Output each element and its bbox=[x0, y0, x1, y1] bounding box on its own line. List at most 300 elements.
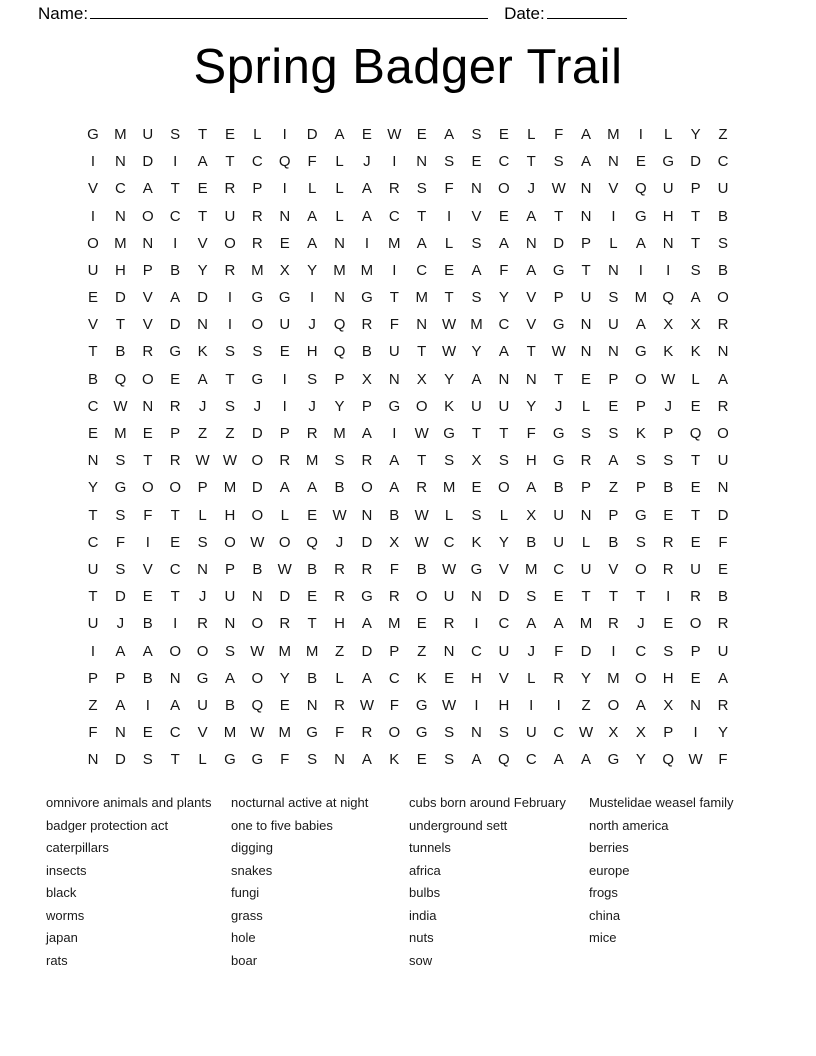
grid-cell[interactable]: W bbox=[442, 343, 457, 361]
grid-cell[interactable]: T bbox=[197, 207, 208, 225]
grid-cell[interactable]: T bbox=[691, 234, 701, 252]
grid-cell[interactable]: F bbox=[718, 751, 728, 769]
grid-cell[interactable]: R bbox=[388, 588, 400, 606]
grid-cell[interactable]: S bbox=[224, 343, 235, 361]
grid-cell[interactable]: B bbox=[608, 533, 619, 551]
grid-cell[interactable]: U bbox=[553, 533, 565, 551]
grid-cell[interactable]: G bbox=[306, 724, 318, 742]
grid-cell[interactable]: L bbox=[581, 533, 591, 551]
grid-cell[interactable]: L bbox=[280, 506, 289, 524]
grid-cell[interactable]: E bbox=[416, 751, 427, 769]
grid-cell[interactable]: F bbox=[554, 642, 564, 660]
grid-cell[interactable]: X bbox=[361, 370, 372, 388]
grid-cell[interactable]: L bbox=[527, 669, 536, 687]
grid-cell[interactable]: W bbox=[113, 397, 128, 415]
grid-cell[interactable]: T bbox=[170, 506, 180, 524]
grid-cell[interactable]: G bbox=[169, 343, 182, 361]
grid-cell[interactable]: N bbox=[690, 696, 702, 714]
grid-cell[interactable]: W bbox=[250, 724, 265, 742]
grid-cell[interactable]: V bbox=[526, 316, 537, 334]
grid-cell[interactable]: I bbox=[556, 696, 561, 714]
grid-cell[interactable]: V bbox=[608, 180, 619, 198]
grid-cell[interactable]: C bbox=[114, 180, 126, 198]
grid-cell[interactable]: R bbox=[142, 343, 154, 361]
grid-cell[interactable]: I bbox=[638, 125, 643, 143]
grid-cell[interactable]: J bbox=[527, 642, 535, 660]
grid-cell[interactable]: E bbox=[498, 125, 509, 143]
grid-cell[interactable]: T bbox=[499, 425, 509, 443]
grid-cell[interactable]: D bbox=[251, 425, 263, 443]
grid-cell[interactable]: W bbox=[442, 316, 457, 334]
grid-cell[interactable]: N bbox=[251, 588, 263, 606]
grid-cell[interactable]: I bbox=[364, 234, 369, 252]
grid-cell[interactable]: O bbox=[388, 724, 401, 742]
grid-cell[interactable]: S bbox=[170, 125, 181, 143]
date-input-line[interactable] bbox=[547, 6, 627, 19]
grid-cell[interactable]: X bbox=[635, 724, 646, 742]
grid-cell[interactable]: O bbox=[634, 669, 647, 687]
grid-cell[interactable]: B bbox=[170, 261, 181, 279]
grid-cell[interactable]: N bbox=[580, 180, 592, 198]
grid-cell[interactable]: A bbox=[307, 234, 318, 252]
grid-cell[interactable]: C bbox=[388, 207, 400, 225]
grid-cell[interactable]: M bbox=[251, 261, 264, 279]
grid-cell[interactable]: O bbox=[196, 642, 209, 660]
grid-cell[interactable]: E bbox=[471, 479, 482, 497]
grid-cell[interactable]: Z bbox=[197, 425, 208, 443]
grid-cell[interactable]: N bbox=[334, 751, 345, 769]
grid-cell[interactable]: N bbox=[580, 506, 592, 524]
grid-cell[interactable]: M bbox=[278, 724, 291, 742]
grid-cell[interactable]: A bbox=[690, 289, 701, 307]
grid-cell[interactable]: S bbox=[224, 642, 235, 660]
grid-cell[interactable]: L bbox=[664, 125, 673, 143]
grid-cell[interactable]: C bbox=[87, 397, 99, 415]
grid-cell[interactable]: U bbox=[87, 615, 99, 633]
grid-cell[interactable]: C bbox=[87, 533, 99, 551]
word-search-grid[interactable] bbox=[79, 121, 736, 774]
grid-cell[interactable]: C bbox=[169, 560, 181, 578]
grid-cell[interactable]: E bbox=[690, 533, 701, 551]
grid-cell[interactable]: Y bbox=[635, 751, 646, 769]
grid-cell[interactable]: B bbox=[224, 696, 235, 714]
grid-cell[interactable]: Y bbox=[88, 479, 99, 497]
grid-cell[interactable]: E bbox=[690, 669, 701, 687]
grid-cell[interactable]: Q bbox=[278, 153, 291, 171]
grid-cell[interactable]: N bbox=[279, 207, 291, 225]
grid-cell[interactable]: S bbox=[553, 153, 564, 171]
grid-cell[interactable]: Y bbox=[307, 261, 318, 279]
grid-cell[interactable]: L bbox=[198, 751, 207, 769]
grid-cell[interactable]: N bbox=[525, 370, 537, 388]
grid-cell[interactable]: L bbox=[335, 669, 344, 687]
grid-cell[interactable]: C bbox=[416, 261, 428, 279]
grid-cell[interactable]: E bbox=[224, 125, 235, 143]
grid-cell[interactable]: M bbox=[388, 234, 401, 252]
grid-cell[interactable]: P bbox=[88, 669, 99, 687]
grid-cell[interactable]: T bbox=[307, 615, 317, 633]
grid-cell[interactable]: D bbox=[361, 642, 373, 660]
grid-cell[interactable]: M bbox=[333, 425, 346, 443]
grid-cell[interactable]: S bbox=[498, 724, 509, 742]
grid-cell[interactable]: S bbox=[197, 533, 208, 551]
grid-cell[interactable]: M bbox=[305, 452, 319, 470]
grid-cell[interactable]: B bbox=[307, 560, 318, 578]
grid-cell[interactable]: S bbox=[690, 261, 701, 279]
grid-cell[interactable]: M bbox=[607, 125, 620, 143]
grid-cell[interactable]: O bbox=[169, 479, 182, 497]
grid-cell[interactable]: Z bbox=[225, 425, 235, 443]
grid-cell[interactable]: R bbox=[717, 696, 729, 714]
grid-cell[interactable]: V bbox=[142, 560, 153, 578]
grid-cell[interactable]: F bbox=[526, 425, 536, 443]
grid-cell[interactable]: G bbox=[607, 751, 620, 769]
grid-cell[interactable]: P bbox=[252, 180, 263, 198]
grid-cell[interactable]: A bbox=[526, 261, 537, 279]
grid-cell[interactable]: S bbox=[444, 724, 455, 742]
grid-cell[interactable]: A bbox=[197, 153, 208, 171]
grid-cell[interactable]: T bbox=[526, 343, 536, 361]
grid-cell[interactable]: T bbox=[170, 180, 180, 198]
grid-cell[interactable]: C bbox=[251, 153, 263, 171]
grid-cell[interactable]: Y bbox=[334, 397, 345, 415]
grid-cell[interactable]: B bbox=[361, 343, 372, 361]
grid-cell[interactable]: E bbox=[142, 425, 153, 443]
grid-cell[interactable]: H bbox=[334, 615, 345, 633]
grid-cell[interactable]: L bbox=[335, 207, 344, 225]
grid-cell[interactable]: C bbox=[498, 615, 510, 633]
grid-cell[interactable]: M bbox=[415, 289, 428, 307]
grid-cell[interactable]: Y bbox=[690, 125, 701, 143]
grid-cell[interactable]: O bbox=[278, 533, 291, 551]
grid-cell[interactable]: T bbox=[554, 370, 564, 388]
grid-cell[interactable]: N bbox=[471, 180, 482, 198]
grid-cell[interactable]: V bbox=[88, 180, 99, 198]
grid-cell[interactable]: F bbox=[554, 125, 564, 143]
grid-cell[interactable]: K bbox=[471, 533, 482, 551]
grid-cell[interactable]: E bbox=[170, 533, 181, 551]
grid-cell[interactable]: G bbox=[634, 207, 647, 225]
grid-cell[interactable]: A bbox=[608, 452, 619, 470]
grid-cell[interactable]: V bbox=[498, 560, 509, 578]
grid-cell[interactable]: O bbox=[717, 425, 729, 443]
grid-cell[interactable]: P bbox=[197, 479, 208, 497]
grid-cell[interactable]: E bbox=[88, 289, 99, 307]
grid-cell[interactable]: L bbox=[691, 370, 700, 388]
grid-cell[interactable]: V bbox=[197, 724, 208, 742]
grid-cell[interactable]: A bbox=[334, 125, 345, 143]
grid-cell[interactable]: R bbox=[361, 560, 373, 578]
grid-cell[interactable]: S bbox=[115, 506, 126, 524]
grid-cell[interactable]: Y bbox=[498, 289, 509, 307]
grid-cell[interactable]: E bbox=[170, 370, 181, 388]
grid-cell[interactable]: O bbox=[251, 669, 264, 687]
grid-cell[interactable]: I bbox=[474, 615, 479, 633]
grid-cell[interactable]: T bbox=[417, 207, 427, 225]
grid-cell[interactable]: F bbox=[334, 724, 345, 742]
grid-cell[interactable]: U bbox=[580, 560, 592, 578]
grid-cell[interactable]: N bbox=[580, 316, 592, 334]
grid-cell[interactable]: L bbox=[444, 234, 454, 252]
grid-cell[interactable]: L bbox=[335, 153, 344, 171]
word-list-item[interactable]: nocturnal active at night bbox=[231, 795, 369, 811]
grid-cell[interactable]: G bbox=[470, 560, 483, 578]
grid-cell[interactable]: E bbox=[416, 615, 427, 633]
grid-cell[interactable]: S bbox=[142, 751, 153, 769]
grid-cell[interactable]: N bbox=[361, 506, 373, 524]
grid-cell[interactable]: N bbox=[608, 343, 619, 361]
grid-cell[interactable]: V bbox=[88, 316, 99, 334]
grid-cell[interactable]: D bbox=[279, 588, 291, 606]
grid-cell[interactable]: P bbox=[553, 289, 564, 307]
grid-cell[interactable]: J bbox=[637, 615, 645, 633]
grid-cell[interactable]: W bbox=[195, 452, 210, 470]
grid-cell[interactable]: B bbox=[416, 560, 427, 578]
grid-cell[interactable]: W bbox=[387, 125, 402, 143]
grid-cell[interactable]: Y bbox=[581, 669, 592, 687]
grid-cell[interactable]: N bbox=[197, 560, 208, 578]
grid-cell[interactable]: I bbox=[693, 724, 698, 742]
grid-cell[interactable]: A bbox=[635, 696, 646, 714]
grid-cell[interactable]: F bbox=[280, 751, 290, 769]
grid-cell[interactable]: K bbox=[389, 751, 400, 769]
grid-cell[interactable]: E bbox=[471, 153, 482, 171]
grid-cell[interactable]: O bbox=[224, 533, 236, 551]
grid-cell[interactable]: E bbox=[690, 479, 701, 497]
grid-cell[interactable]: S bbox=[471, 289, 482, 307]
word-list-item[interactable]: rats bbox=[46, 952, 68, 968]
grid-cell[interactable]: Z bbox=[334, 642, 345, 660]
grid-cell[interactable]: O bbox=[415, 588, 428, 606]
grid-cell[interactable]: V bbox=[142, 289, 153, 307]
grid-cell[interactable]: T bbox=[197, 125, 208, 143]
grid-cell[interactable]: R bbox=[361, 316, 373, 334]
grid-cell[interactable]: Q bbox=[333, 316, 346, 334]
grid-cell[interactable]: O bbox=[498, 479, 510, 497]
word-list-item[interactable]: underground sett bbox=[409, 817, 508, 833]
grid-cell[interactable]: R bbox=[388, 180, 400, 198]
grid-cell[interactable]: S bbox=[717, 234, 728, 252]
grid-cell[interactable]: D bbox=[553, 234, 565, 252]
grid-cell[interactable]: N bbox=[197, 316, 208, 334]
grid-cell[interactable]: X bbox=[663, 696, 674, 714]
grid-cell[interactable]: U bbox=[690, 560, 702, 578]
grid-cell[interactable]: N bbox=[87, 452, 99, 470]
grid-cell[interactable]: A bbox=[471, 370, 482, 388]
grid-cell[interactable]: E bbox=[142, 588, 153, 606]
grid-cell[interactable]: A bbox=[170, 289, 181, 307]
grid-cell[interactable]: U bbox=[553, 506, 565, 524]
grid-cell[interactable]: M bbox=[442, 479, 456, 497]
word-list-item[interactable]: europe bbox=[589, 862, 630, 878]
grid-cell[interactable]: C bbox=[498, 316, 510, 334]
grid-cell[interactable]: R bbox=[197, 615, 208, 633]
grid-cell[interactable]: I bbox=[310, 289, 315, 307]
grid-cell[interactable]: G bbox=[634, 506, 647, 524]
grid-cell[interactable]: W bbox=[442, 696, 457, 714]
grid-cell[interactable]: S bbox=[471, 234, 482, 252]
grid-cell[interactable]: L bbox=[307, 180, 317, 198]
grid-cell[interactable]: F bbox=[444, 180, 454, 198]
grid-cell[interactable]: L bbox=[581, 397, 591, 415]
grid-cell[interactable]: A bbox=[526, 615, 537, 633]
grid-cell[interactable]: N bbox=[142, 234, 154, 252]
grid-cell[interactable]: P bbox=[690, 180, 701, 198]
grid-cell[interactable]: T bbox=[471, 425, 482, 443]
grid-cell[interactable]: W bbox=[661, 370, 676, 388]
grid-cell[interactable]: M bbox=[579, 615, 593, 633]
grid-cell[interactable]: U bbox=[197, 696, 208, 714]
grid-cell[interactable]: B bbox=[142, 615, 153, 633]
grid-cell[interactable]: A bbox=[307, 207, 318, 225]
grid-cell[interactable]: A bbox=[635, 234, 646, 252]
grid-cell[interactable]: U bbox=[717, 642, 729, 660]
grid-cell[interactable]: S bbox=[608, 289, 619, 307]
grid-cell[interactable]: D bbox=[306, 125, 318, 143]
grid-cell[interactable]: N bbox=[142, 397, 154, 415]
grid-cell[interactable]: F bbox=[389, 316, 399, 334]
grid-cell[interactable]: C bbox=[717, 153, 729, 171]
grid-cell[interactable]: U bbox=[388, 343, 400, 361]
grid-cell[interactable]: X bbox=[526, 506, 537, 524]
grid-cell[interactable]: P bbox=[635, 397, 646, 415]
grid-cell[interactable]: G bbox=[361, 588, 373, 606]
grid-cell[interactable]: R bbox=[717, 615, 729, 633]
grid-cell[interactable]: T bbox=[225, 370, 235, 388]
grid-cell[interactable]: E bbox=[279, 343, 290, 361]
grid-cell[interactable]: A bbox=[526, 207, 537, 225]
grid-cell[interactable]: S bbox=[663, 642, 674, 660]
grid-cell[interactable]: R bbox=[334, 560, 345, 578]
grid-cell[interactable]: T bbox=[417, 452, 427, 470]
grid-cell[interactable]: W bbox=[250, 642, 265, 660]
word-list-item[interactable]: frogs bbox=[589, 885, 618, 901]
grid-cell[interactable]: A bbox=[170, 696, 181, 714]
grid-cell[interactable]: A bbox=[197, 370, 208, 388]
word-list-item[interactable]: worms bbox=[46, 907, 85, 923]
grid-cell[interactable]: O bbox=[689, 615, 702, 633]
grid-cell[interactable]: X bbox=[690, 316, 701, 334]
grid-cell[interactable]: E bbox=[444, 261, 455, 279]
grid-cell[interactable]: E bbox=[416, 125, 427, 143]
grid-cell[interactable]: X bbox=[389, 533, 400, 551]
word-list-item[interactable]: one to five babies bbox=[231, 817, 333, 833]
grid-cell[interactable]: T bbox=[581, 261, 591, 279]
grid-cell[interactable]: M bbox=[333, 261, 346, 279]
grid-cell[interactable]: G bbox=[251, 370, 264, 388]
grid-cell[interactable]: O bbox=[251, 506, 264, 524]
grid-cell[interactable]: N bbox=[416, 153, 428, 171]
grid-cell[interactable]: S bbox=[115, 452, 126, 470]
grid-cell[interactable]: P bbox=[663, 724, 674, 742]
grid-cell[interactable]: M bbox=[223, 479, 237, 497]
grid-cell[interactable]: W bbox=[277, 560, 292, 578]
grid-cell[interactable]: E bbox=[635, 153, 646, 171]
word-list-item[interactable]: mice bbox=[589, 930, 617, 946]
grid-cell[interactable]: K bbox=[635, 425, 646, 443]
grid-cell[interactable]: M bbox=[223, 724, 237, 742]
grid-cell[interactable]: O bbox=[141, 207, 154, 225]
grid-cell[interactable]: A bbox=[389, 452, 400, 470]
grid-cell[interactable]: I bbox=[529, 696, 534, 714]
grid-cell[interactable]: S bbox=[115, 560, 126, 578]
grid-cell[interactable]: F bbox=[718, 533, 728, 551]
grid-cell[interactable]: P bbox=[608, 506, 619, 524]
grid-cell[interactable]: O bbox=[717, 289, 729, 307]
grid-cell[interactable]: Z bbox=[718, 125, 728, 143]
grid-cell[interactable]: W bbox=[414, 506, 429, 524]
grid-cell[interactable]: H bbox=[471, 669, 482, 687]
grid-cell[interactable]: I bbox=[611, 207, 616, 225]
grid-cell[interactable]: Y bbox=[526, 397, 537, 415]
grid-cell[interactable]: E bbox=[88, 425, 99, 443]
grid-cell[interactable]: A bbox=[581, 153, 592, 171]
grid-cell[interactable]: B bbox=[389, 506, 400, 524]
word-list-item[interactable]: caterpillars bbox=[46, 840, 109, 856]
grid-cell[interactable]: M bbox=[607, 669, 620, 687]
grid-cell[interactable]: S bbox=[471, 125, 482, 143]
grid-cell[interactable]: Y bbox=[279, 669, 290, 687]
grid-cell[interactable]: T bbox=[170, 588, 180, 606]
grid-cell[interactable]: K bbox=[663, 343, 674, 361]
grid-cell[interactable]: N bbox=[388, 370, 400, 388]
grid-cell[interactable]: M bbox=[525, 560, 538, 578]
grid-cell[interactable]: G bbox=[415, 696, 428, 714]
grid-cell[interactable]: C bbox=[443, 533, 455, 551]
grid-cell[interactable]: O bbox=[141, 370, 154, 388]
grid-cell[interactable]: R bbox=[361, 724, 373, 742]
grid-cell[interactable]: N bbox=[580, 207, 592, 225]
grid-cell[interactable]: E bbox=[663, 615, 674, 633]
grid-cell[interactable]: P bbox=[142, 261, 153, 279]
grid-cell[interactable]: N bbox=[717, 343, 729, 361]
grid-cell[interactable]: U bbox=[224, 588, 236, 606]
grid-cell[interactable]: X bbox=[471, 452, 482, 470]
grid-cell[interactable]: M bbox=[114, 125, 127, 143]
grid-cell[interactable]: I bbox=[666, 588, 671, 606]
grid-cell[interactable]: S bbox=[252, 343, 263, 361]
grid-cell[interactable]: B bbox=[88, 370, 99, 388]
grid-cell[interactable]: A bbox=[416, 234, 427, 252]
grid-cell[interactable]: J bbox=[664, 397, 672, 415]
grid-cell[interactable]: D bbox=[142, 153, 154, 171]
word-list-item[interactable]: digging bbox=[231, 840, 273, 856]
grid-cell[interactable]: D bbox=[169, 316, 181, 334]
grid-cell[interactable]: M bbox=[114, 425, 127, 443]
grid-cell[interactable]: U bbox=[443, 588, 455, 606]
word-list-item[interactable]: snakes bbox=[231, 862, 273, 878]
grid-cell[interactable]: S bbox=[307, 370, 318, 388]
grid-cell[interactable]: A bbox=[361, 751, 372, 769]
grid-cell[interactable]: O bbox=[607, 696, 620, 714]
grid-cell[interactable]: N bbox=[334, 234, 345, 252]
grid-cell[interactable]: O bbox=[87, 234, 99, 252]
word-list-item[interactable]: fungi bbox=[231, 885, 260, 901]
grid-cell[interactable]: N bbox=[169, 669, 181, 687]
grid-cell[interactable]: B bbox=[717, 588, 728, 606]
grid-cell[interactable]: G bbox=[552, 261, 565, 279]
grid-cell[interactable]: R bbox=[334, 588, 345, 606]
grid-cell[interactable]: J bbox=[554, 397, 563, 415]
grid-cell[interactable]: A bbox=[142, 642, 153, 660]
grid-cell[interactable]: N bbox=[525, 234, 537, 252]
grid-cell[interactable]: M bbox=[470, 316, 483, 334]
grid-cell[interactable]: R bbox=[251, 234, 263, 252]
grid-cell[interactable]: E bbox=[279, 234, 290, 252]
grid-cell[interactable]: Y bbox=[498, 533, 509, 551]
grid-cell[interactable]: T bbox=[170, 751, 180, 769]
grid-cell[interactable]: F bbox=[115, 533, 125, 551]
